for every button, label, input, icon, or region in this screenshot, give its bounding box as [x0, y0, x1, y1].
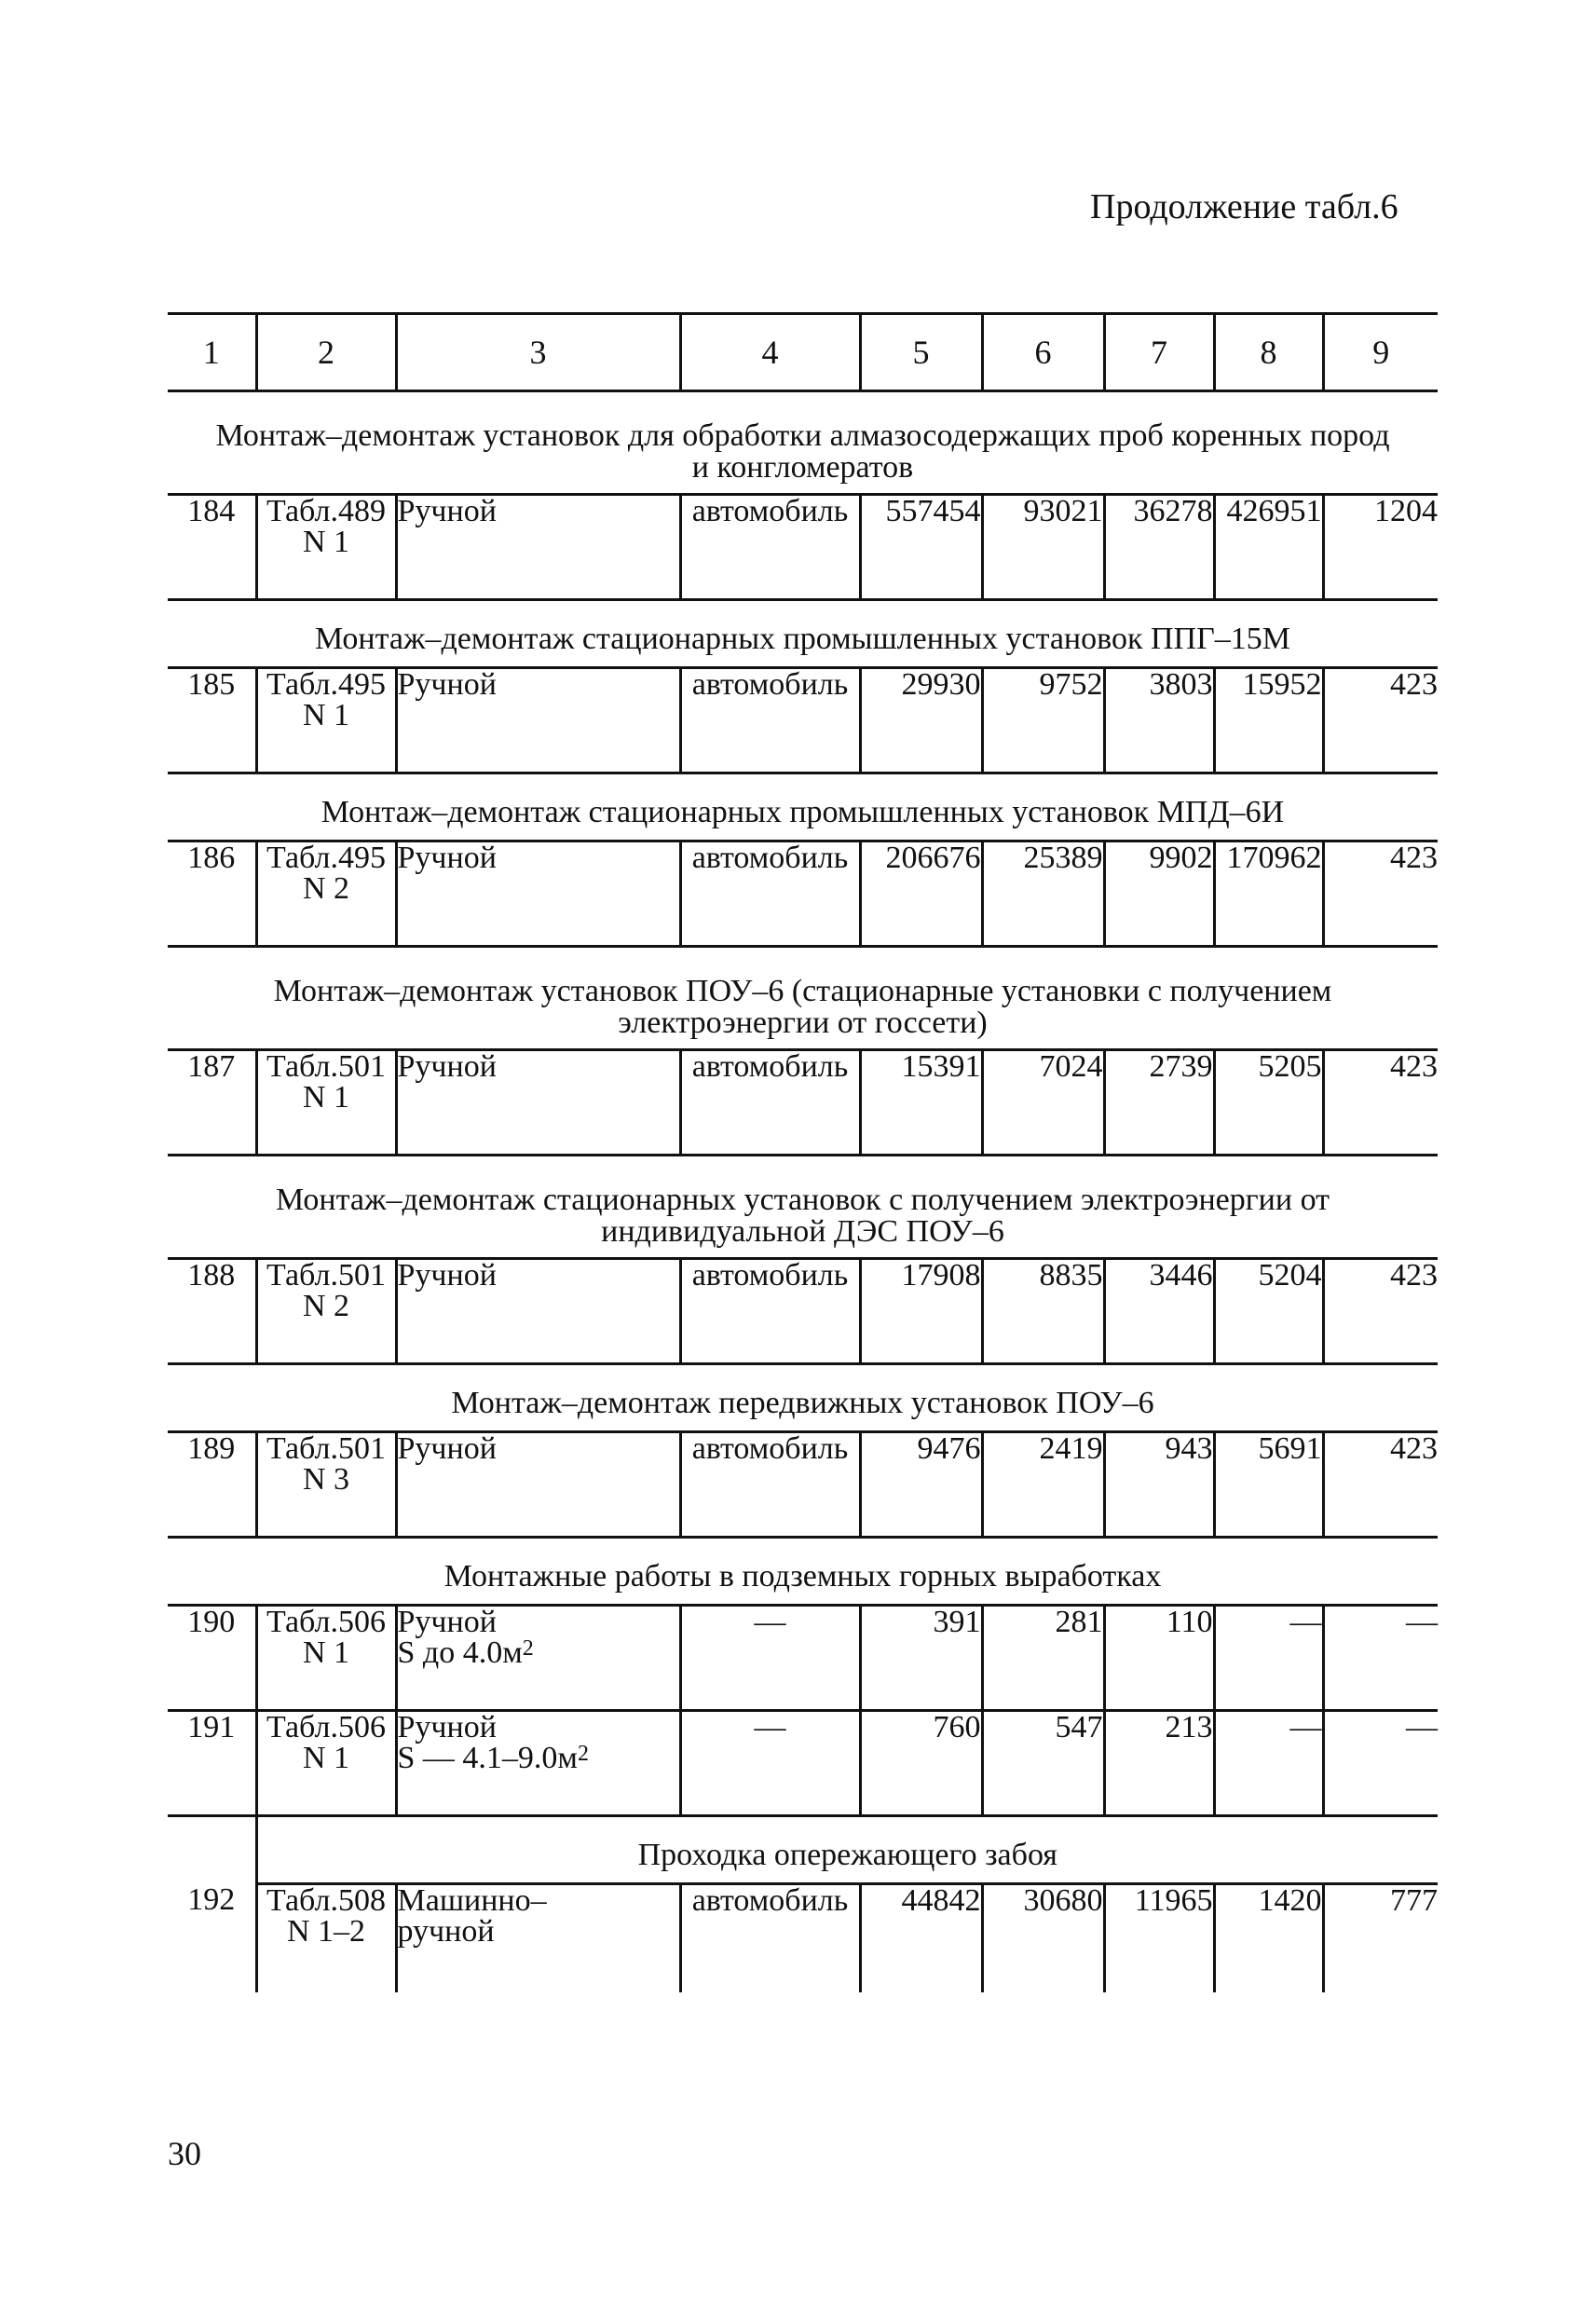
header-row [168, 314, 1438, 391]
reference-item: N 1 [302, 1741, 350, 1775]
table-row [168, 1606, 1438, 1711]
method-cell [396, 495, 680, 600]
data-table [168, 312, 1438, 1992]
reference-table: Табл.508 [266, 1883, 386, 1918]
reference-table: Табл.495 [266, 841, 386, 875]
method-text: Машинно– [397, 1883, 547, 1918]
row-number: 192 [187, 1881, 236, 1917]
reference-cell [256, 668, 396, 773]
value-cell: 1420 [1214, 1884, 1323, 1993]
row-number: 191 [168, 1711, 256, 1816]
value-cell: 557454 [860, 495, 982, 600]
value-cell: 15391 [860, 1050, 982, 1156]
section-heading-row [168, 1816, 1438, 1884]
value-cell: 426951 [1214, 495, 1323, 600]
header-cell: 5 [860, 314, 982, 391]
section-heading-row [168, 773, 1438, 841]
row-number: 184 [168, 495, 256, 600]
transport-cell: автомобиль [680, 1259, 860, 1364]
method-cell [396, 1259, 680, 1364]
value-cell: 44842 [860, 1884, 982, 1993]
value-cell: — [1323, 1711, 1438, 1816]
value-cell: — [1323, 1606, 1438, 1711]
reference-item: N 2 [302, 871, 350, 906]
transport-cell: автомобиль [680, 668, 860, 773]
value-cell: 391 [860, 1606, 982, 1711]
header-cell: 4 [680, 314, 860, 391]
value-cell: 8835 [982, 1259, 1104, 1364]
value-cell: 11965 [1104, 1884, 1214, 1993]
value-cell: 36278 [1104, 495, 1214, 600]
value-cell: 206676 [860, 841, 982, 947]
reference-table: Табл.495 [266, 667, 386, 702]
method-text: Ручной [397, 494, 497, 528]
value-cell: 93021 [982, 495, 1104, 600]
section-heading-row [168, 1538, 1438, 1606]
method-text: Ручной [397, 1258, 497, 1293]
reference-item: N 1 [302, 698, 350, 732]
method-cell [396, 668, 680, 773]
header-cell: 2 [256, 314, 396, 391]
header-cell: 7 [1104, 314, 1214, 391]
transport-cell: — [680, 1606, 860, 1711]
value-cell: 170962 [1214, 841, 1323, 947]
reference-cell [256, 495, 396, 600]
value-cell: 7024 [982, 1050, 1104, 1156]
value-cell: 777 [1323, 1884, 1438, 1993]
reference-cell [256, 1050, 396, 1156]
reference-table: Табл.489 [266, 494, 386, 528]
value-cell: 760 [860, 1711, 982, 1816]
reference-cell [256, 1432, 396, 1538]
row-number: 186 [168, 841, 256, 947]
reference-cell [256, 1711, 396, 1816]
table-row [168, 1432, 1438, 1538]
method-text: Ручной [397, 1710, 497, 1744]
value-cell: 9902 [1104, 841, 1214, 947]
reference-table: Табл.506 [266, 1710, 386, 1744]
section-title: Монтажные работы в подземных горных выработках [168, 1538, 1438, 1606]
table-row [168, 1050, 1438, 1156]
row-number: 190 [168, 1606, 256, 1711]
value-cell: 5204 [1214, 1259, 1323, 1364]
reference-cell [256, 1884, 396, 1993]
reference-item: N 3 [302, 1462, 350, 1497]
transport-cell: — [680, 1711, 860, 1816]
transport-cell: автомобиль [680, 1050, 860, 1156]
reference-item: N 1 [302, 1080, 350, 1115]
row-number: 189 [168, 1432, 256, 1538]
transport-cell: автомобиль [680, 1884, 860, 1993]
value-cell: 5691 [1214, 1432, 1323, 1538]
row-number: 187 [168, 1050, 256, 1156]
value-cell: 3446 [1104, 1259, 1214, 1364]
transport-cell: автомобиль [680, 1432, 860, 1538]
value-cell: 2419 [982, 1432, 1104, 1538]
section-heading-row [168, 947, 1438, 1050]
method-cell [396, 1050, 680, 1156]
value-cell: 9476 [860, 1432, 982, 1538]
section-title: Монтаж–демонтаж стационарных промышленных установок МПД–6И [168, 773, 1438, 841]
value-cell: 29930 [860, 668, 982, 773]
section-heading-row [168, 600, 1438, 668]
row-number: 188 [168, 1259, 256, 1364]
table-row [168, 495, 1438, 600]
section-title: Проходка опережающего забоя [256, 1816, 1438, 1884]
section-title: Монтаж–демонтаж стационарных промышленных установок ППГ–15М [168, 600, 1438, 668]
method-cell [396, 1606, 680, 1711]
value-cell: 5205 [1214, 1050, 1323, 1156]
value-cell: 281 [982, 1606, 1104, 1711]
method-cell [396, 841, 680, 947]
method-text-line2: ручной [397, 1914, 495, 1949]
method-cell [396, 1884, 680, 1993]
reference-item: N 2 [302, 1289, 350, 1323]
reference-table: Табл.501 [266, 1431, 386, 1466]
reference-cell [256, 1606, 396, 1711]
method-cell [396, 1711, 680, 1816]
method-text: Ручной [397, 1605, 497, 1639]
method-text: Ручной [397, 1431, 497, 1466]
method-detail [398, 1743, 679, 1773]
reference-table: Табл.501 [266, 1258, 386, 1293]
header-cell: 3 [396, 314, 680, 391]
value-cell: 9752 [982, 668, 1104, 773]
continuation-title: Продолжение табл.6 [1090, 187, 1398, 226]
reference-cell [256, 841, 396, 947]
row-number: 185 [168, 668, 256, 773]
method-text: Ручной [397, 667, 497, 702]
section-title: Монтаж–демонтаж стационарных установок с получением электроэнергии от индивидуальной ДЭС ПОУ–6 [168, 1156, 1438, 1259]
spacer-cell [168, 1816, 256, 1884]
value-cell: 423 [1323, 1432, 1438, 1538]
section-title: Монтаж–демонтаж передвижных установок ПОУ–6 [168, 1364, 1438, 1432]
table-row [168, 1259, 1438, 1364]
section-heading-row [168, 1364, 1438, 1432]
header-cell: 9 [1323, 314, 1438, 391]
method-text: Ручной [397, 1049, 497, 1084]
reference-item: N 1 [302, 1635, 350, 1670]
section-heading-row [168, 391, 1438, 495]
transport-cell: автомобиль [680, 841, 860, 947]
reference-table: Табл.506 [266, 1605, 386, 1639]
reference-item: N 1 [302, 525, 350, 559]
table-row [168, 841, 1438, 947]
superscript: 2 [577, 1742, 589, 1766]
superscript: 2 [522, 1636, 534, 1661]
value-cell: 1204 [1323, 495, 1438, 600]
header-cell: 6 [982, 314, 1104, 391]
value-cell: 3803 [1104, 668, 1214, 773]
section-heading-row [168, 1156, 1438, 1259]
value-cell: 2739 [1104, 1050, 1214, 1156]
header-cell: 8 [1214, 314, 1323, 391]
value-cell: 423 [1323, 841, 1438, 947]
reference-cell [256, 1259, 396, 1364]
table-row [168, 1884, 1438, 1993]
value-cell: 30680 [982, 1884, 1104, 1993]
section-title: Монтаж–демонтаж установок для обработки алмазосодержащих проб коренных пород и конгломератов [168, 391, 1438, 495]
value-cell: 17908 [860, 1259, 982, 1364]
section-title: Монтаж–демонтаж установок ПОУ–6 (стационарные установки с получением электроэнергии от госсети) [168, 947, 1438, 1050]
cross-section-text: S — 4.1–9.0м [397, 1741, 578, 1775]
table-row [168, 1711, 1438, 1816]
header-cell: 1 [168, 314, 256, 391]
page-number: 30 [168, 2135, 201, 2172]
value-cell: — [1214, 1606, 1323, 1711]
reference-table: Табл.501 [266, 1049, 386, 1084]
value-cell: 25389 [982, 841, 1104, 947]
value-cell: 423 [1323, 1050, 1438, 1156]
method-text: Ручной [397, 841, 497, 875]
table-row [168, 668, 1438, 773]
value-cell: 943 [1104, 1432, 1214, 1538]
value-cell: — [1214, 1711, 1323, 1816]
value-cell: 110 [1104, 1606, 1214, 1711]
value-cell: 423 [1323, 1259, 1438, 1364]
transport-cell: автомобиль [680, 495, 860, 600]
method-detail [398, 1637, 679, 1668]
method-cell [396, 1432, 680, 1538]
value-cell: 15952 [1214, 668, 1323, 773]
value-cell: 547 [982, 1711, 1104, 1816]
value-cell: 213 [1104, 1711, 1214, 1816]
reference-item: N 1–2 [286, 1914, 366, 1949]
value-cell: 423 [1323, 668, 1438, 773]
cross-section-text: S до 4.0м [397, 1635, 523, 1670]
